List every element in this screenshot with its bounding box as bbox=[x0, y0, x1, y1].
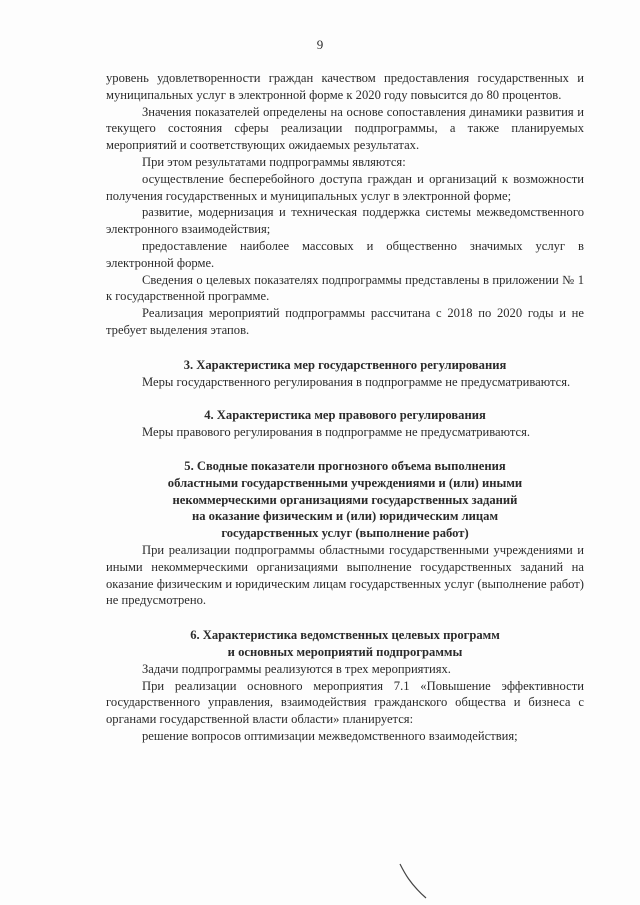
paragraph: При этом результатами подпрограммы являются: bbox=[142, 154, 406, 169]
section-3-text: Меры государственного регулирования в подпрограмме не предусматриваются. bbox=[142, 374, 571, 389]
paragraph: развитие, модернизация и техническая поддержка системы межведомственного электронного взаимодействия; bbox=[106, 205, 584, 237]
section-3-heading: 3. Характеристика мер государственного регулирования bbox=[183, 357, 507, 372]
heading-line: на оказание физическим и (или) юридическим лицам bbox=[191, 509, 499, 524]
pen-stroke-mark bbox=[396, 862, 436, 902]
heading-line: 6. Характеристика ведомственных целевых программ bbox=[190, 628, 500, 643]
section-5-heading bbox=[106, 458, 584, 542]
paragraph: Значения показателей определены на основе сопоставления динамики развития и текущего состояния сферы реализации подпрограммы, а также планируемых мероприятий и соответствующих ожидаемых результатах. bbox=[106, 104, 584, 153]
heading-line: некоммерческими организациями государственных заданий bbox=[172, 492, 518, 507]
section-6-paragraph: При реализации основного мероприятия 7.1 «Повышение эффективности государственного управления, взаимодействия гражданского общества и бизнеса с органами государственной власти области» планируется: bbox=[106, 678, 584, 727]
section-6-paragraph: Задачи подпрограммы реализуются в трех мероприятиях. bbox=[142, 661, 451, 676]
paragraph: предоставление наиболее массовых и общественно значимых услуг в электронной форме. bbox=[106, 238, 584, 270]
paragraph: Сведения о целевых показателях подпрограммы представлены в приложении № 1 к государственной программе. bbox=[106, 272, 584, 304]
document-body bbox=[106, 70, 584, 745]
section-6-paragraph: решение вопросов оптимизации межведомственного взаимодействия; bbox=[142, 728, 518, 743]
section-4-text: Меры правового регулирования в подпрограмме не предусматриваются. bbox=[142, 425, 531, 440]
paragraph: уровень удовлетворенности граждан качеством предоставления государственных и муниципальных услуг в электронной форме к 2020 году повысится до 80 процентов. bbox=[106, 71, 584, 102]
section-4-heading: 4. Характеристика мер правового регулирования bbox=[204, 408, 486, 423]
heading-line: областными государственными учреждениями и (или) иными bbox=[167, 475, 523, 490]
section-5-text: При реализации подпрограммы областными государственными учреждениями и иными некоммерческими организациями выполнение государственных заданий на оказание физическим и юридическим лицам государственных услуг (выполнение работ) не предусмотрено. bbox=[106, 542, 584, 608]
section-6-heading bbox=[106, 627, 584, 661]
paragraph: осуществление бесперебойного доступа граждан и организаций к возможности получения государственных и муниципальных услуг в электронной форме; bbox=[106, 171, 584, 203]
page-number: 9 bbox=[316, 37, 324, 52]
paragraph: Реализация мероприятий подпрограммы рассчитана с 2018 по 2020 годы и не требует выделения этапов. bbox=[106, 306, 584, 337]
heading-line: государственных услуг (выполнение работ) bbox=[221, 526, 469, 541]
heading-line: и основных мероприятий подпрограммы bbox=[227, 644, 463, 659]
heading-line: 5. Сводные показатели прогнозного объема выполнения bbox=[184, 458, 506, 473]
